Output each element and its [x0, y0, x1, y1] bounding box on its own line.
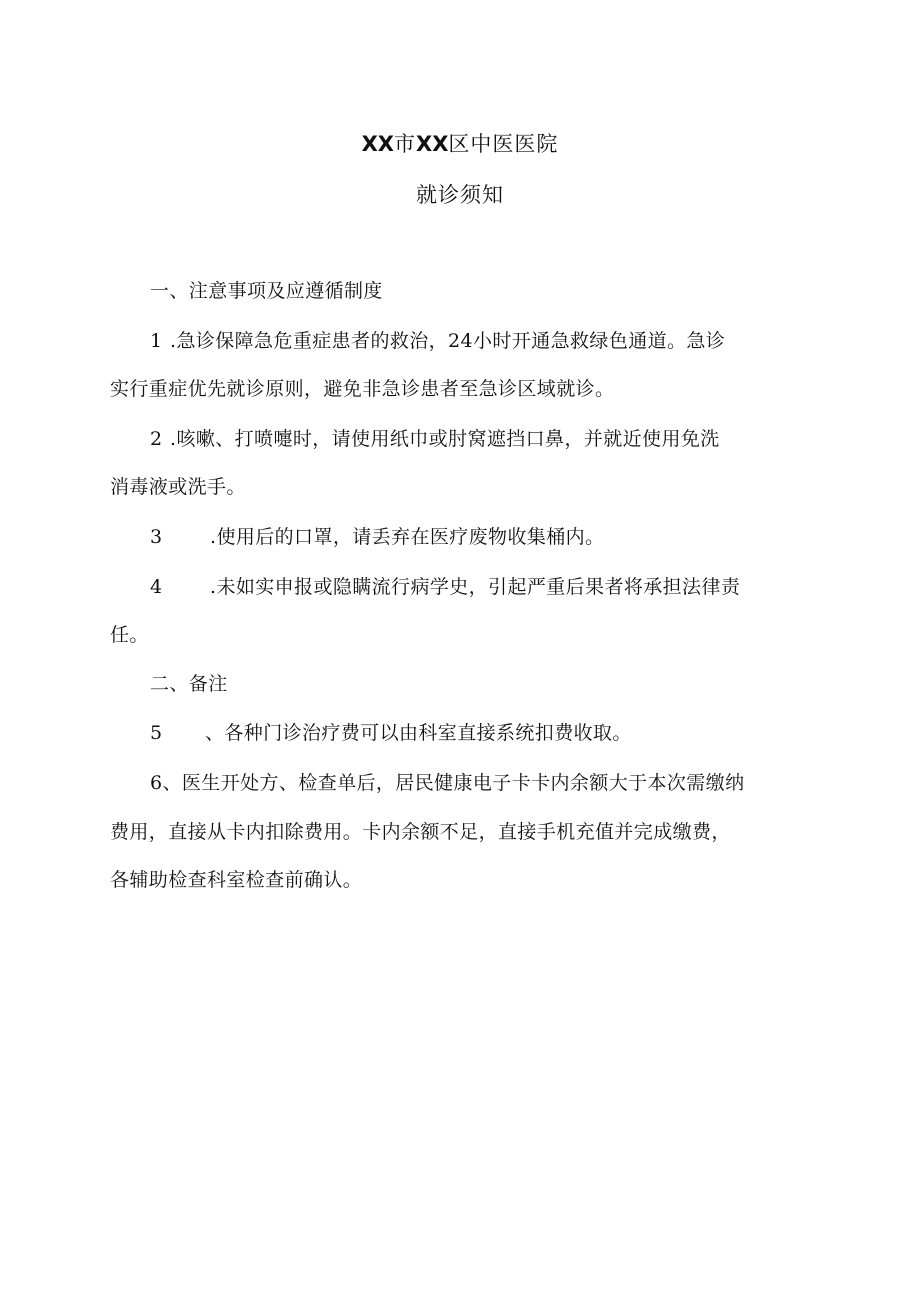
title-city-char: 市: [394, 132, 416, 156]
item-6-text-line-2: 费用，直接从卡内扣除费用。卡内余额不足，直接手机充值并完成缴费，: [110, 821, 731, 843]
item-5-line-1: [150, 718, 632, 745]
item-6-text-line-1: 6、医生开处方、检查单后，居民健康电子卡卡内余额大于本次需缴纳: [150, 772, 745, 794]
section-heading-notices: 一、注意事项及应遵循制度: [150, 280, 383, 302]
title-placeholder-city: XX: [361, 132, 394, 156]
item-4-line-1: [150, 572, 740, 599]
item-4-number: 4: [150, 576, 163, 598]
item-5-text-line-1: 、各种门诊治疗费可以由科室直接系统扣费收取。: [205, 722, 632, 744]
item-4-text-line-1: .未如实申报或隐瞒流行病学史，引起严重后果者将承担法律责: [210, 576, 741, 598]
item-5-number: 5: [150, 722, 163, 744]
item-1-line-1: [150, 326, 725, 353]
item-2-number: 2: [150, 428, 163, 450]
item-1-text-line-2: 实行重症优先就诊原则，避免非急诊患者至急诊区域就诊。: [110, 378, 615, 400]
item-6-text-line-3: 各辅助检查科室检查前确认。: [110, 869, 363, 891]
item-3-text-line-1: .使用后的口罩，请丢弃在医疗废物收集桶内。: [210, 526, 605, 548]
item-3-line-1: [150, 522, 604, 549]
title-placeholder-district: XX: [416, 132, 449, 156]
section-heading-remarks: 二、备注: [150, 673, 228, 695]
item-1-number: 1: [150, 330, 163, 352]
document-subtitle: 就诊须知: [416, 183, 504, 207]
item-2-line-1: [150, 424, 720, 451]
item-2-text-line-1: .咳嗽、打喷嚏时，请使用纸巾或肘窝遮挡口鼻，并就近使用免洗: [170, 428, 720, 450]
item-2-text-line-2: 消毒液或洗手。: [110, 476, 246, 498]
document-title: [0, 128, 920, 158]
item-1-text-line-1: .急诊保障急危重症患者的救治，24小时开通急救绿色通道。急诊: [170, 330, 726, 352]
title-hospital-name: 区中医医院: [448, 132, 559, 156]
item-4-text-line-2: 任。: [110, 624, 149, 646]
item-3-number: 3: [150, 526, 163, 548]
